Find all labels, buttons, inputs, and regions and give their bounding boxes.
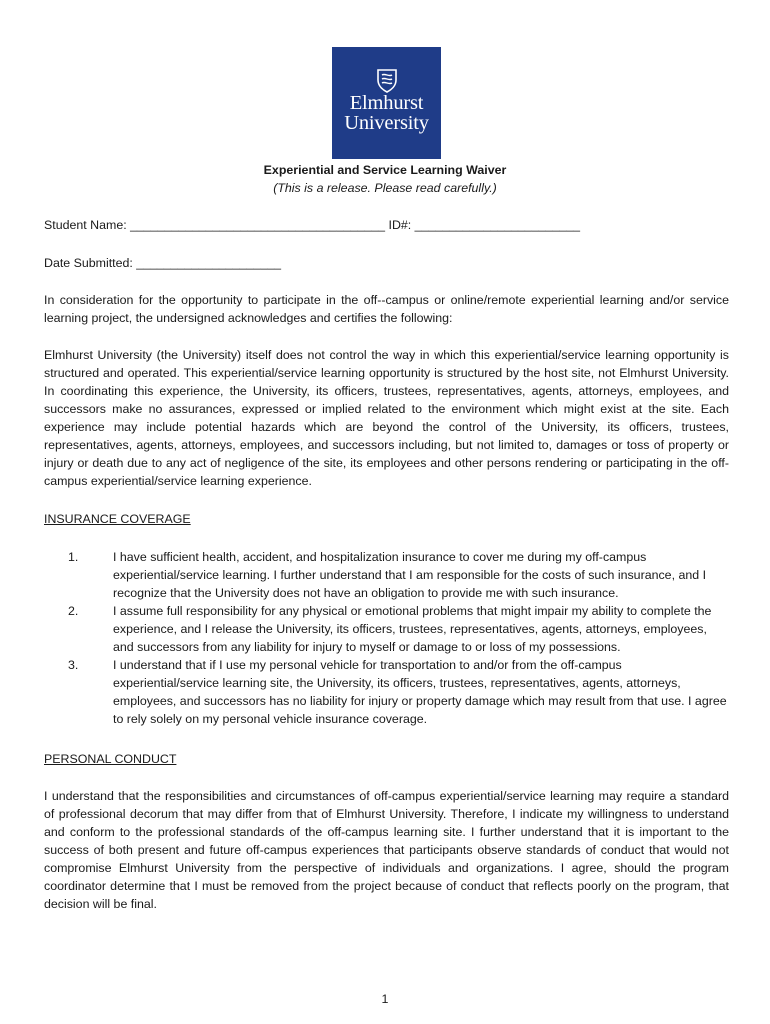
shield-crest-icon (374, 67, 400, 93)
conduct-paragraph: I understand that the responsibilities and circumstances of off-campus experiential/service learning may require a standard of professional decorum that may differ from that of Elmhurst University. Therefore, I indicate my willingness to understand and conform to the professional standards of the off-campus learning site. I further understand that it is important to the success of both present and future off-campus experiences that participants observe standards of conduct that would not compromise Elmhurst University from the perspective of individuals and organizations. I agree, should the program coordinator determine that I must be removed from the project because of conduct that reflects poorly on the program, that decision will be final. (44, 789, 729, 911)
document-subtitle: (This is a release. Please read carefully.) (273, 181, 497, 195)
list-item (44, 602, 729, 656)
list-item-text: I assume full responsibility for any physical or emotional problems that might impair my ability to complete the experience, and I release the University, its officers, trustees, representatives, agents, attorneys, employees, and successors from any liability for injury to myself or damage to or loss of my possessions. (113, 604, 712, 654)
page-number: 1 (381, 992, 389, 1006)
list-item-text: I have sufficient health, accident, and hospitalization insurance to cover me during my off-campus experiential/service learning. I further understand that I am responsible for the costs of such insurance, and I recognize that the University does not have an obligation to provide me with such insurance. (113, 550, 707, 600)
document-title: Experiential and Service Learning Waiver (263, 163, 507, 177)
list-item-number: 1. (68, 550, 79, 564)
date-submitted-line: Date Submitted: _____________________ (44, 256, 282, 270)
conduct-heading: PERSONAL CONDUCT (44, 752, 177, 766)
logo-line-1: Elmhurst (349, 92, 424, 114)
list-item-number: 2. (68, 604, 79, 618)
list-item-text: I understand that if I use my personal vehicle for transportation to and/or from the off-campus experiential/service learning site, the University, its officers, trustees, representatives, agents, attorneys, employees, and successors has no liability for injury or property damage which may result from that use. I agree to rely solely on my personal vehicle insurance coverage. (113, 658, 727, 726)
insurance-list (44, 548, 729, 728)
list-item-number: 3. (68, 658, 79, 672)
insurance-heading: INSURANCE COVERAGE (44, 512, 191, 526)
intro-paragraph: In consideration for the opportunity to participate in the off--campus or online/remote experiential learning and/or service learning project, the undersigned acknowledges and certifies the following: (44, 293, 729, 325)
list-item (44, 656, 729, 728)
student-name-id-line: Student Name: _____________________________________ ID#: ________________________ (44, 218, 581, 232)
disclaimer-paragraph: Elmhurst University (the University) itself does not control the way in which this experiential/service learning opportunity is structured and operated. This experiential/service learning opportunity is structured by the host site, not Elmhurst University. In coordinating this experience, the University, its officers, trustees, representatives, agents, attorneys, employees, and successors make no assurances, expressed or implied related to the environment which might exist at the site. Each experience may include potential hazards which are beyond the control of the University, its officers, trustees, representatives, agents, attorneys, employees, and successors including, but not limited to, damages or toss of property or injury or death due to any act of negligence of the site, its employees and other persons rendering or participating in the off-campus experiential/service learning experience. (44, 348, 729, 488)
list-item (44, 548, 729, 602)
logo-wordmark (332, 93, 441, 133)
logo-line-2: University (344, 112, 429, 134)
university-logo (332, 47, 441, 159)
